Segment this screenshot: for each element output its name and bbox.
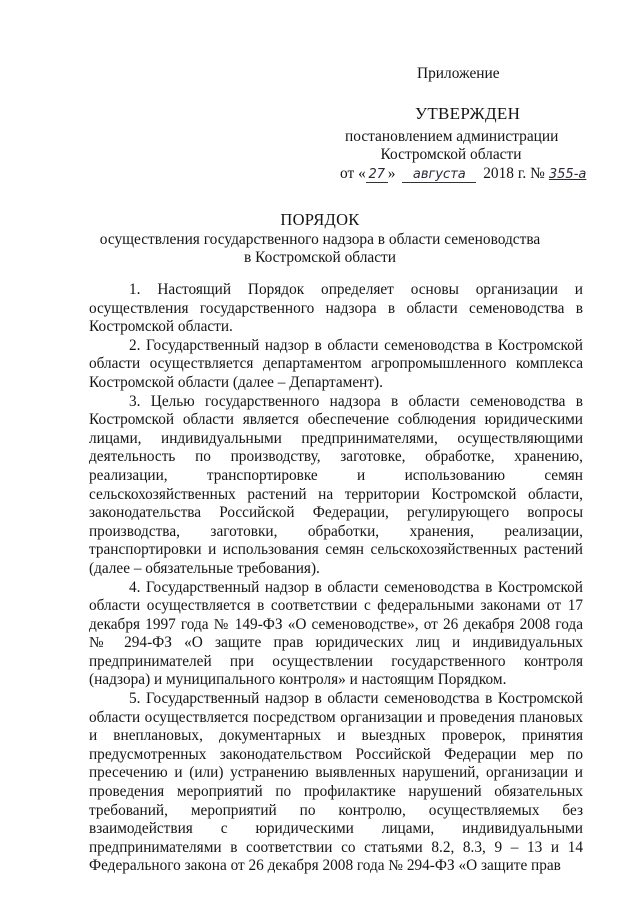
date-day-handwritten: 27 xyxy=(366,168,388,183)
paragraph-5: 5. Государственный надзор в области семеноводства в Костромской области осуществляется посредством организации и проведения плановых и внеплановых, документарных и выездных проверок, принятия предусмотренных законодательством Российской Федерации мер по пресечению и (или) устранению выявленных нарушений, организации и проведения мероприятий по профилактике нарушений обязательных требований, мероприятий по контролю, осуществляемых без взаимодействия с юридическими лицами, индивидуальными предпринимателями в соответствии со статьями 8.2, 8.3, 9 – 13 и 14 Федерального закона от 26 декабря 2008 года № 294-ФЗ «О защите прав xyxy=(89,690,583,875)
paragraph-4: 4. Государственный надзор в области семеноводства в Костромской области осуществляется в соответствии с федеральными законами от 17 декабря 1997 года № 149-ФЗ «О семеноводстве», от 26 декабря 2008 года № 294-ФЗ «О защите прав юридических лиц и индивидуальных предпринимателей при осуществлении государственного контроля (надзора) и муниципального контроля» и настоящим Порядком. xyxy=(89,578,583,689)
document-title: ПОРЯДОК xyxy=(280,210,360,229)
approval-date-line xyxy=(340,164,587,183)
date-month-handwritten: августа xyxy=(402,168,476,183)
date-mid: » xyxy=(387,165,396,182)
document-subtitle-line2: в Костромской области xyxy=(243,249,397,266)
paragraph-2: 2. Государственный надзор в области семеноводства в Костромской области осуществляется департаментом агропромышленного комплекса Костромской области (далее – Департамент). xyxy=(89,336,583,391)
approved-region-line: Костромской области xyxy=(380,146,522,163)
paragraph-3: 3. Целью государственного надзора в области семеноводства в Костромской области является обеспечение соблюдения юридическими лицами, индивидуальными предпринимателями, осуществляющими деятельность по производству, заготовке, обработке, хранению, реализации, транспортировке и использованию семян сельскохозяйственных растений на территории Костромской области, законодательства Российской Федерации, регулирующего вопросы производства, заготовки, обработки, хранения, реализации, транспортировки и использования семян сельскохозяйственных растений (далее – обязательные требования). xyxy=(89,392,583,577)
paragraph-1: 1. Настоящий Порядок определяет основы организации и осуществления государственного надзора в области семеноводства в Костромской области. xyxy=(89,281,583,336)
document-subtitle-line1: осуществления государственного надзора в области семеноводства xyxy=(99,231,541,248)
approved-heading: УТВЕРЖДЕН xyxy=(415,104,521,123)
approved-by-line: постановлением администрации xyxy=(345,128,559,145)
date-prefix: от « xyxy=(340,165,366,182)
document-number-handwritten: 355-а xyxy=(548,167,587,182)
date-year: 2018 г. № xyxy=(483,165,545,182)
annex-label: Приложение xyxy=(417,65,500,82)
document-body xyxy=(89,281,583,876)
